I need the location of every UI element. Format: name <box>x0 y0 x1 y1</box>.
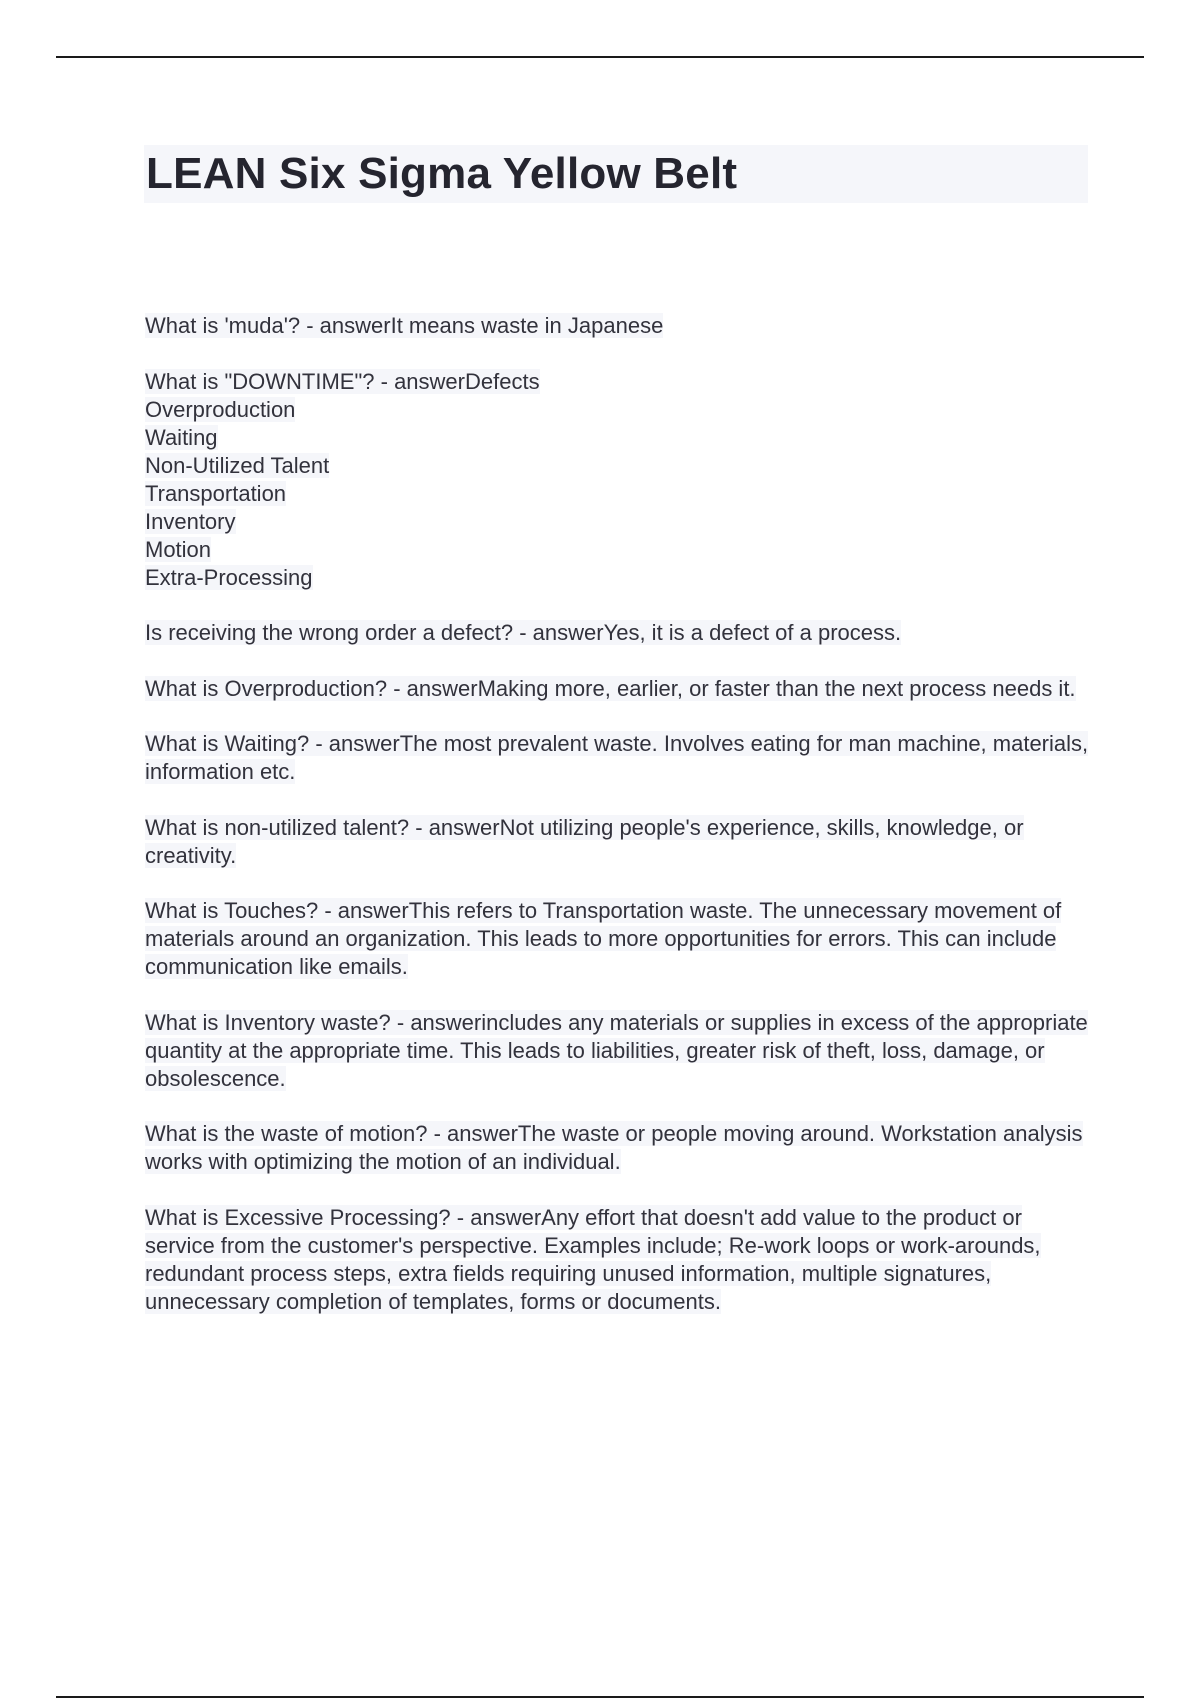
qa-entry-wrong-order <box>145 619 1090 647</box>
qa-entry-text: What is "DOWNTIME"? - answerDefects <box>145 368 540 394</box>
qa-entry-text: What is non-utilized talent? - answerNot utilizing people's experience, skills, knowledge, or creativity. <box>145 814 1024 868</box>
downtime-list-item: Waiting <box>145 424 218 450</box>
qa-content <box>145 312 1090 1343</box>
qa-entry-touches <box>145 897 1090 981</box>
downtime-list-item: Transportation <box>145 480 287 506</box>
qa-entry-text: What is the waste of motion? - answerThe waste or people moving around. Workstation analysis works with optimizing the motion of an individual. <box>145 1121 1083 1174</box>
qa-entry-text: What is Overproduction? - answerMaking more, earlier, or faster than the next process needs it. <box>145 675 1076 701</box>
qa-entry-inventory <box>145 1009 1090 1093</box>
downtime-list-item: Motion <box>145 536 212 562</box>
qa-entry-text: What is Waiting? - answerThe most prevalent waste. Involves eating for man machine, materials, information etc. <box>145 731 1089 784</box>
qa-entry-non-utilized-talent <box>145 814 1090 870</box>
bottom-divider <box>56 1696 1144 1698</box>
downtime-list-item: Extra-Processing <box>145 564 313 590</box>
qa-entry-text: What is Inventory waste? - answerincludes any materials or supplies in excess of the appropriate quantity at the appropriate time. This leads to liabilities, greater risk of theft, loss, damage, or obsolescence. <box>145 1009 1088 1091</box>
qa-entry-overproduction <box>145 675 1090 703</box>
qa-entry-motion <box>145 1120 1090 1176</box>
qa-entry-waiting <box>145 730 1090 786</box>
qa-entry-downtime <box>145 368 1090 592</box>
qa-entry-text: Is receiving the wrong order a defect? - answerYes, it is a defect of a process. <box>145 620 902 645</box>
qa-entry-muda <box>145 312 1090 340</box>
top-divider <box>56 56 1144 58</box>
qa-entry-excessive-processing <box>145 1204 1090 1316</box>
qa-entry-text: What is Excessive Processing? - answerAny effort that doesn't add value to the product or service from the customer's perspective. Examples include; Re-work loops or work-arounds, redundant process steps, extra fields requiring unused information, multiple signatures, unnecessary completion of templates, forms or documents. <box>145 1204 1041 1314</box>
qa-entry-text: What is 'muda'? - answerIt means waste in Japanese <box>145 313 664 338</box>
page-title: LEAN Six Sigma Yellow Belt <box>146 149 738 198</box>
title-block <box>144 145 1088 203</box>
downtime-list-item: Non-Utilized Talent <box>145 452 330 478</box>
qa-entry-text: What is Touches? - answerThis refers to Transportation waste. The unnecessary movement of materials around an organization. This leads to more opportunities for errors. This can include communication like emails. <box>145 898 1062 979</box>
downtime-list-item: Inventory <box>145 508 236 534</box>
downtime-list-item: Overproduction <box>145 396 296 422</box>
